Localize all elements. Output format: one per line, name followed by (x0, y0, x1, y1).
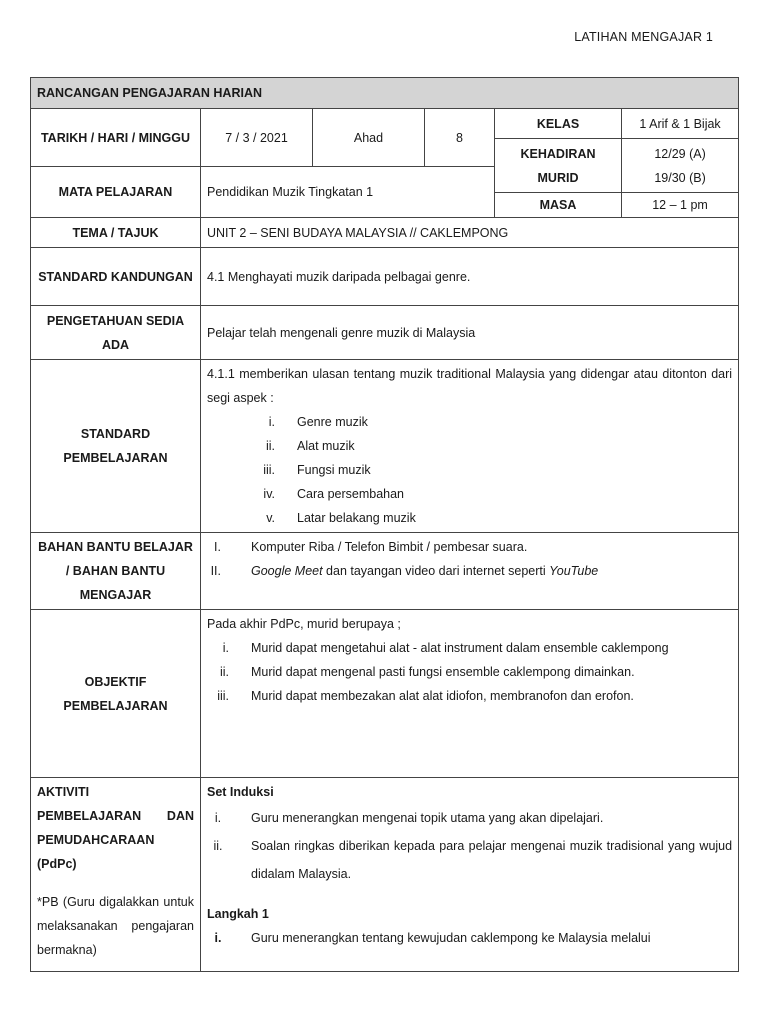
masa-value: 12 – 1 pm (622, 193, 739, 218)
list-item: I. Komputer Riba / Telefon Bimbit / pembesar suara. (214, 540, 528, 554)
tema-label: TEMA / TAJUK (31, 218, 201, 248)
kelas-value: 1 Arif & 1 Bijak (622, 109, 739, 139)
standard-pembelajaran-label: STANDARD PEMBELAJARAN (31, 360, 201, 533)
list-item: i. Genre muzik (268, 415, 368, 429)
pengetahuan-label: PENGETAHUAN SEDIA ADA (31, 306, 201, 360)
set-induksi-heading: Set Induksi (207, 785, 274, 799)
tarikh-day: Ahad (313, 109, 425, 167)
bahan-bantu-content (201, 533, 739, 610)
langkah-1-list (207, 926, 732, 950)
bahan-bantu-label: BAHAN BANTU BELAJAR / BAHAN BANTU MENGAJAR (31, 533, 201, 610)
list-item: i. Guru menerangkan mengenai topik utama yang akan dipelajari. (214, 811, 604, 825)
standard-pembelajaran-content (201, 360, 739, 533)
standard-kandungan-value: 4.1 Menghayati muzik daripada pelbagai genre. (201, 248, 739, 306)
set-induksi-list (207, 804, 732, 888)
aktiviti-label-cell (31, 778, 201, 972)
list-item: iii. Murid dapat membezakan alat alat idiofon, membranofon dan erofon. (217, 689, 634, 703)
tema-value: UNIT 2 – SENI BUDAYA MALAYSIA // CAKLEMPONG (201, 218, 739, 248)
objektif-list (207, 636, 732, 708)
tarikh-label: TARIKH / HARI / MINGGU (31, 109, 201, 167)
aktiviti-note: *PB (Guru digalakkan untuk melaksanakan pengajaran bermakna) (37, 895, 194, 957)
list-item: ii. Alat muzik (265, 439, 355, 453)
list-item: II. Google Meet dan tayangan video dari internet seperti YouTube (210, 564, 599, 578)
list-item: i. Murid dapat mengetahui alat - alat instrument dalam ensemble caklempong (222, 641, 669, 655)
list-item: i. Guru menerangkan tentang kewujudan caklempong ke Malaysia melalui (214, 931, 651, 945)
kehadiran-values (622, 139, 739, 193)
masa-label: MASA (495, 193, 622, 218)
aktiviti-content (201, 778, 739, 972)
list-item: iv. Cara persembahan (263, 487, 405, 501)
tarikh-week: 8 (425, 109, 495, 167)
standard-pembelajaran-list (207, 410, 732, 530)
standard-pembelajaran-intro: 4.1.1 memberikan ulasan tentang muzik traditional Malaysia yang didengar atau ditonton dari segi aspek : (207, 367, 733, 405)
lesson-plan-table (30, 77, 739, 972)
objektif-intro: Pada akhir PdPc, murid berupaya ; (207, 617, 401, 631)
kehadiran-label: KEHADIRAN MURID (495, 139, 622, 193)
mata-pelajaran-value: Pendidikan Muzik Tingkatan 1 (201, 167, 495, 218)
pengetahuan-value: Pelajar telah mengenali genre muzik di Malaysia (201, 306, 739, 360)
standard-kandungan-label: STANDARD KANDUNGAN (31, 248, 201, 306)
langkah-1-heading: Langkah 1 (207, 907, 269, 921)
mata-pelajaran-label: MATA PELAJARAN (31, 167, 201, 218)
kehadiran-b: 19/30 (B) (654, 170, 706, 185)
kehadiran-a: 12/29 (A) (654, 146, 706, 161)
header-note: LATIHAN MENGAJAR 1 (574, 30, 713, 44)
list-item: v. Latar belakang muzik (266, 511, 416, 525)
objektif-label: OBJEKTIF PEMBELAJARAN (31, 610, 201, 778)
kelas-label: KELAS (495, 109, 622, 139)
tarikh-date: 7 / 3 / 2021 (201, 109, 313, 167)
list-item: iii. Fungsi muzik (263, 463, 371, 477)
lesson-plan (30, 77, 738, 972)
plan-title: RANCANGAN PENGAJARAN HARIAN (31, 78, 739, 109)
list-item: ii. Murid dapat mengenal pasti fungsi ensemble caklempong dimainkan. (219, 665, 635, 679)
list-item: ii. Soalan ringkas diberikan kepada para pelajar mengenai muzik tradisional yang wujud didalam Malaysia. (213, 839, 733, 881)
objektif-content (201, 610, 739, 778)
aktiviti-label: AKTIVITI PEMBELAJARAN DAN PEMUDAHCARAAN (PdPc) (37, 785, 194, 871)
